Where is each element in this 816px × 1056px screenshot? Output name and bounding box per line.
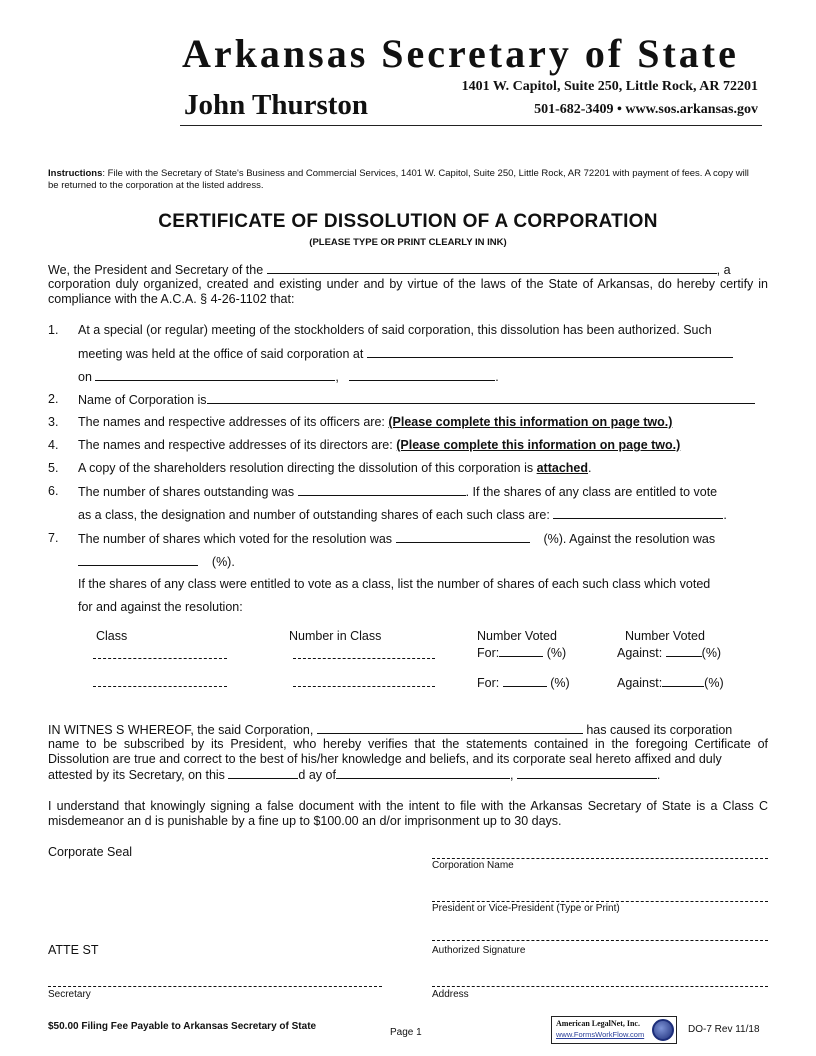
attest-label: ATTE ST: [48, 943, 99, 957]
item-7-line-3: If the shares of any class were entitled to vote as a class, list the number of shares of each such class which voted: [78, 577, 711, 591]
class-field-1[interactable]: [93, 658, 227, 659]
header-divider: [180, 125, 762, 126]
witness-line-3: [48, 767, 660, 782]
for-field-1[interactable]: [499, 645, 543, 657]
class-designation-field[interactable]: [553, 507, 723, 519]
item-7-line-4: for and against the resolution:: [78, 600, 243, 614]
item-5-period: .: [588, 461, 592, 475]
item-6-label: The number of shares outstanding was: [78, 485, 295, 499]
day-field[interactable]: [228, 767, 298, 779]
legal-warning: I understand that knowingly signing a false document with the intent to file with the Arkansas Secretary of State is a Class C misdemeanor an d is punishable by a fine up to $100.00 an d/or imprisonment up to 30 days.: [48, 799, 768, 828]
for-field-2[interactable]: [503, 675, 547, 687]
logo-company-name: American LegalNet, Inc.: [556, 1019, 640, 1028]
item-1-comma: ,: [335, 370, 339, 384]
president-signature-line[interactable]: [432, 901, 768, 902]
instructions-label: Instructions: [48, 168, 103, 179]
pct-label: (%): [701, 646, 722, 660]
item-2-label: Name of Corporation is: [78, 393, 207, 407]
item-3-text: [78, 415, 672, 429]
corporate-seal-label: Corporate Seal: [48, 845, 133, 859]
item-2-text: [78, 392, 755, 407]
pct-label: (%): [704, 676, 724, 690]
witness-text-3b: d ay of: [298, 768, 336, 782]
item-2-number: 2.: [48, 392, 59, 406]
number-voted-against-header: Number Voted: [625, 629, 705, 643]
witness-corporation-field[interactable]: [317, 722, 583, 734]
witness-text-1: IN WITNES S WHEREOF, the said Corporation,: [48, 723, 314, 737]
corporation-name-signature-line[interactable]: [432, 858, 768, 859]
witness-paragraph: name to be subscribed by its President, who hereby verifies that the statements contained in the foregoing Certificate of Dissolution are true and correct to the best of his/her knowledge and beliefs, and its corporate seal hereto affixed and duly: [48, 737, 768, 766]
item-6-number: 6.: [48, 484, 59, 498]
vote-for-row-1: [477, 645, 566, 660]
item-1-on-label: on: [78, 370, 92, 384]
year-field[interactable]: [517, 767, 657, 779]
shares-for-field[interactable]: [396, 531, 530, 543]
number-in-class-field-2[interactable]: [293, 686, 435, 687]
number-in-class-field-1[interactable]: [293, 658, 435, 659]
form-title: CERTIFICATE OF DISSOLUTION OF A CORPORATION: [158, 211, 658, 232]
item-5-text: [78, 461, 592, 475]
item-7-pct: (%).: [211, 555, 235, 569]
meeting-year-field[interactable]: [349, 369, 495, 381]
witness-line-1: [48, 722, 732, 737]
number-voted-for-header: Number Voted: [477, 629, 557, 643]
instructions-text: : File with the Secretary of State's Business and Commercial Services, 1401 W. Capitol, Suite 250, Little Rock, AR 72201 with payment of fees. A copy will be returned to the corporation at the listed address.: [48, 168, 749, 191]
item-7-text-b: (%). Against the resolution was: [543, 532, 716, 546]
item-7-label: The number of shares which voted for the resolution was: [78, 532, 393, 546]
shares-outstanding-field[interactable]: [298, 484, 466, 496]
item-6-period: .: [723, 508, 727, 522]
item-5-attached: attached: [536, 461, 589, 475]
number-in-class-header: Number in Class: [289, 629, 382, 643]
secretary-caption: Secretary: [48, 989, 91, 1000]
item-3-number: 3.: [48, 415, 59, 429]
address-signature-line[interactable]: [432, 986, 768, 987]
item-1-location-label: meeting was held at the office of said corporation at: [78, 347, 364, 361]
item-4-text: [78, 438, 680, 452]
witness-text-1b: has caused its corporation: [586, 723, 733, 737]
agency-address: 1401 W. Capitol, Suite 250, Little Rock, AR 72201: [461, 79, 758, 94]
item-7-text: [78, 531, 715, 546]
pct-label: (%): [546, 646, 567, 660]
agency-name: Arkansas Secretary of State: [182, 31, 739, 76]
secretary-name: John Thurston: [184, 89, 369, 121]
item-3-note: (Please complete this information on page two.): [388, 415, 673, 429]
form-id: DO-7 Rev 11/18: [688, 1024, 760, 1035]
item-4-note: (Please complete this information on page two.): [396, 438, 681, 452]
item-6-text: [78, 484, 717, 499]
against-field-1[interactable]: [666, 645, 702, 657]
intro-text-end: , a: [716, 263, 731, 277]
item-1-date: [78, 369, 499, 384]
against-label: Against:: [617, 676, 663, 690]
corporation-name-caption: Corporation Name: [432, 860, 514, 871]
vote-for-row-2: [477, 675, 570, 690]
item-5-number: 5.: [48, 461, 59, 475]
vote-against-row-2: [617, 675, 724, 690]
corporation-name-field[interactable]: [267, 262, 717, 274]
intro-text: We, the President and Secretary of the: [48, 263, 264, 277]
item-7-line-2: [78, 554, 235, 569]
for-label: For:: [477, 676, 500, 690]
item-5-label: A copy of the shareholders resolution directing the dissolution of this corporation is: [78, 461, 534, 475]
against-field-2[interactable]: [662, 675, 704, 687]
witness-text-3a: attested by its Secretary, on this: [48, 768, 225, 782]
item-6-text-b: . If the shares of any class are entitled to vote: [465, 485, 718, 499]
item-4-label: The names and respective addresses of its directors are:: [78, 438, 393, 452]
witness-period: .: [656, 768, 661, 782]
agency-contact: 501-682-3409 • www.sos.arkansas.gov: [534, 102, 758, 117]
authorized-signature-caption: Authorized Signature: [432, 945, 526, 956]
item-3-label: The names and respective addresses of its officers are:: [78, 415, 385, 429]
against-label: Against:: [617, 646, 663, 660]
item-1-period: .: [495, 370, 499, 384]
page-number: Page 1: [390, 1027, 422, 1038]
form-subtitle: (PLEASE TYPE OR PRINT CLEARLY IN INK): [309, 237, 507, 248]
pct-label: (%): [550, 676, 570, 690]
logo-url[interactable]: www.FormsWorkFlow.com: [556, 1030, 645, 1039]
intro-paragraph: corporation duly organized, created and existing under and by virtue of the laws of the State of Arkansas, do hereby certify in compliance with the A.C.A. § 4-26-1102 that:: [48, 277, 768, 306]
class-header: Class: [96, 629, 128, 643]
item-6-line-2: [78, 507, 727, 522]
globe-icon: [652, 1019, 674, 1041]
president-caption: President or Vice-President (Type or Print): [432, 903, 620, 914]
item-4-number: 4.: [48, 438, 59, 452]
item-6-text-c: as a class, the designation and number of outstanding shares of each such class are:: [78, 508, 550, 522]
class-field-2[interactable]: [93, 686, 227, 687]
month-field[interactable]: [336, 767, 510, 779]
authorized-signature-line[interactable]: [432, 940, 768, 941]
item-1-location: [78, 346, 733, 361]
item-1-number: 1.: [48, 323, 59, 337]
secretary-signature-line[interactable]: [48, 986, 382, 987]
item-1-text: At a special (or regular) meeting of the stockholders of said corporation, this dissolution has been authorized. Such: [78, 323, 712, 337]
intro-line-1: [48, 262, 731, 277]
shares-against-field[interactable]: [78, 554, 198, 566]
meeting-date-field[interactable]: [95, 369, 335, 381]
filing-fee: $50.00 Filing Fee Payable to Arkansas Secretary of State: [48, 1021, 317, 1032]
item-7-number: 7.: [48, 531, 59, 545]
vote-against-row-1: [617, 645, 721, 660]
address-caption: Address: [432, 989, 469, 1000]
witness-comma: ,: [509, 768, 514, 782]
corporation-name-input[interactable]: [207, 392, 755, 404]
meeting-location-field[interactable]: [367, 346, 733, 358]
instructions: [48, 168, 762, 192]
for-label: For:: [477, 646, 500, 660]
